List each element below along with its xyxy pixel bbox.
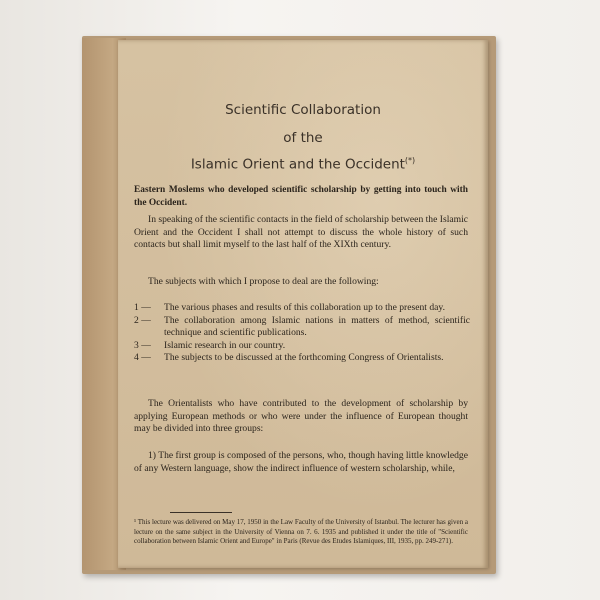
title-line-3 — [118, 156, 488, 173]
list-item-number: 2 — — [134, 314, 151, 326]
title-footnote-mark: (*) — [404, 156, 416, 165]
list-item-text: The various phases and results of this collaboration up to the present day. — [164, 302, 445, 313]
title-line-3-text: Islamic Orient and the Occident — [190, 156, 405, 173]
subject-list — [134, 302, 470, 365]
title-line-2: of the — [283, 130, 323, 146]
list-item — [134, 302, 470, 315]
list-item — [134, 315, 470, 340]
list-item-text: The subjects to be discussed at the forthcoming Congress of Orientalists. — [164, 352, 444, 364]
paragraph-2 — [134, 276, 468, 289]
paragraph-4-text: 1) The first group is composed of the persons, who, though having little knowledge of any Western language, show the indirect influence of western scholarship, while, — [134, 450, 468, 474]
paragraph-4 — [134, 450, 468, 475]
section-heading: Eastern Moslems who developed scientific scholarship by getting into touch with the Occident. — [134, 185, 468, 208]
list-item — [134, 340, 470, 353]
footnote-divider — [170, 512, 232, 513]
list-item-number: 4 — — [134, 352, 151, 364]
paragraph-1 — [134, 214, 468, 252]
list-item — [134, 352, 470, 365]
paragraph-3-text: The Orientalists who have contributed to the development of scholarship by applying European methods or who were under the influence of European thought may be divided into three groups: — [134, 398, 468, 435]
list-item-number: 1 — — [134, 302, 151, 313]
list-item-text: The collaboration among Islamic nations in matters of method, scientific technique and scientific publications. — [164, 314, 470, 339]
list-item-number: 3 — — [134, 339, 151, 351]
paragraph-1-text: In speaking of the scientific contacts in the field of scholarship between the Islamic Orient and the Occident I shall not attempt to discuss the whole history of such contacts but shall limit myself to the last half of the XIXth century. — [134, 214, 468, 251]
paragraph-3 — [134, 398, 468, 436]
list-item-text: Islamic research in our country. — [164, 339, 286, 351]
paragraph-2-text: The subjects with which I propose to deal are the following: — [148, 276, 379, 287]
footnote: ¹ This lecture was delivered on May 17, 1950 in the Law Faculty of the University of Istanbul. The lecturer has given a lecture on the same subject in the University of Vienna on 7. 6. 1935 and published it under the title of "Scientific collaboration between Islamic Orient and Europe" in Paris (Revue des Etudes Islamiques, III, 1935, pp. 249-271). — [134, 518, 468, 545]
title-line-1: Scientific Collaboration — [225, 102, 381, 118]
booklet-page — [118, 40, 488, 568]
